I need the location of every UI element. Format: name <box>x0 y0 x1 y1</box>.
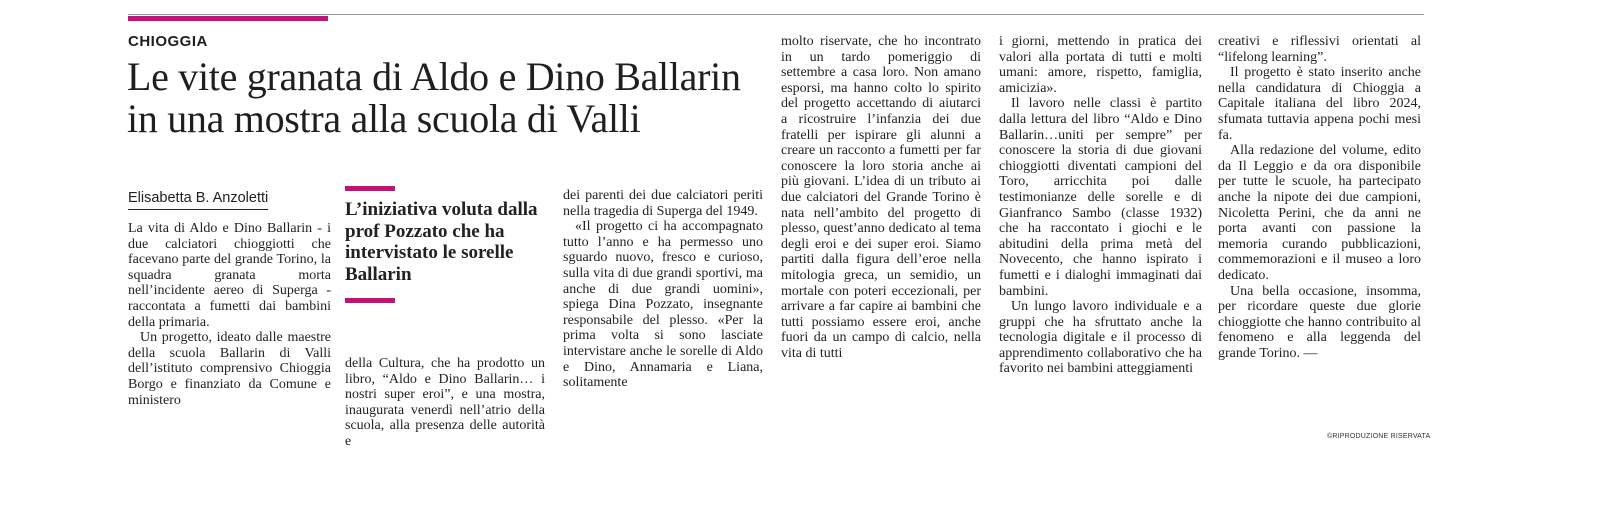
article-column-4 <box>781 34 981 361</box>
article-column-2 <box>345 356 545 450</box>
section-accent-bar <box>128 16 328 21</box>
paragraph: creativi e riflessivi orientati al “lifelong learning”. <box>1218 34 1421 65</box>
paragraph: Una bella occasione, insomma, per ricordare queste due glorie chioggiotte che hanno contribuito al fenomeno e alla leggenda del grande Torino. — <box>1218 283 1421 361</box>
paragraph: della Cultura, che ha prodotto un libro, “Aldo e Dino Ballarin… i nostri super eroi”, e una mostra, inaugurata venerdì nell’atrio della scuola, alla presenza delle autorità e <box>345 356 545 449</box>
paragraph: i giorni, mettendo in pratica dei valori alla portata di tutti e molti umani: amore, rispetto, famiglia, amicizia». <box>999 34 1202 96</box>
paragraph: Un lungo lavoro individuale e a gruppi che ha sfruttato anche la tecnologia digitale e il processo di apprendimento collaborativo che ha favorito nei bambini atteggiamenti <box>999 299 1202 377</box>
article-column-1 <box>128 221 331 408</box>
paragraph: Alla redazione del volume, edito da Il Leggio e da ora disponibile per tutte le scuole, ha partecipato anche la nipote dei due campioni, Nicoletta Perini, che da anni ne porta avanti con passione la memoria curando pubblicazioni, commemorazioni e il museo a loro dedicato. <box>1218 143 1421 283</box>
section-kicker: CHIOGGIA <box>128 33 208 50</box>
paragraph: «Il progetto ci ha accompagnato tutto l’anno e ha permesso uno sguardo nuovo, fresco e curioso, sulla vita di due grandi sportivi, ma anche di due grandi uomini», spiega Dina Pozzato, insegnante responsabile del plesso. «Per la prima volta si sono lasciate intervistare anche le sorelle di Aldo e Dino, Annamaria e Liana, solitamente <box>563 219 763 391</box>
paragraph: Il lavoro nelle classi è partito dalla lettura del libro “Aldo e Dino Ballarin…uniti per sempre” per conoscere la storia di due giovani chioggiotti diventati campioni del Toro, arricchita poi dalle testimonianze delle sorelle e di Gianfranco Sambo (classe 1932) che ha raccontato i giochi e le abitudini della prima metà del Novecento, che hanno ispirato i fumetti e i dialoghi immaginati dai bambini. <box>999 96 1202 299</box>
article-column-6 <box>1218 34 1421 361</box>
author-byline: Elisabetta B. Anzoletti <box>128 190 268 210</box>
paragraph: molto riservate, che ho incontrato in un tardo pomeriggio di settembre a casa loro. Non amano esporsi, ma hanno colto lo spirito del progetto accettando di aiutarci a ricostruire l’infanzia dei due fratelli per ispirare gli alunni a creare un racconto a fumetti per far conoscere la loro storia anche ai più giovani. L’idea di un tributo ai due calciatori del Grande Torino è nata nell’ambito del progetto di plesso, quest’anno dedicato al tema degli eroi e dei super eroi. Siamo partiti dalla figura dell’eroe nella mitologia greca, un semidio, un mortale con poteri eccezionali, per arrivare a far capire ai bambini che tutti possiamo essere eroi, anche fuori da un campo di calcio, nella vita di tutti <box>781 34 981 361</box>
paragraph: Il progetto è stato inserito anche nella candidatura di Chioggia a Capitale italiana del libro 2024, sfumata tuttavia appena pochi mesi fa. <box>1218 65 1421 143</box>
pullquote-accent-bar <box>345 186 395 191</box>
paragraph: La vita di Aldo e Dino Ballarin - i due calciatori chioggiotti che facevano parte del grande Torino, la squadra granata morta nell’incidente aereo di Superga - raccontata a fumetti dai bambini della primaria. <box>128 221 331 330</box>
pullquote-accent-bar <box>345 298 395 303</box>
paragraph: Un progetto, ideato dalle maestre della scuola Ballarin di Valli dell’istituto comprensivo Chioggia Borgo e finanziato da Comune e ministero <box>128 330 331 408</box>
top-rule <box>128 14 1424 15</box>
article-headline: Le vite granata di Aldo e Dino Ballarin in una mostra alla scuola di Valli <box>127 54 741 141</box>
pullquote: L’iniziativa voluta dalla prof Pozzato che ha intervistato le sorelle Ballarin <box>345 199 538 285</box>
copyright-notice: ©RIPRODUZIONE RISERVATA <box>1327 433 1431 440</box>
article-column-3 <box>563 188 763 391</box>
paragraph: dei parenti dei due calciatori periti nella tragedia di Superga del 1949. <box>563 188 763 219</box>
article-column-5 <box>999 34 1202 377</box>
